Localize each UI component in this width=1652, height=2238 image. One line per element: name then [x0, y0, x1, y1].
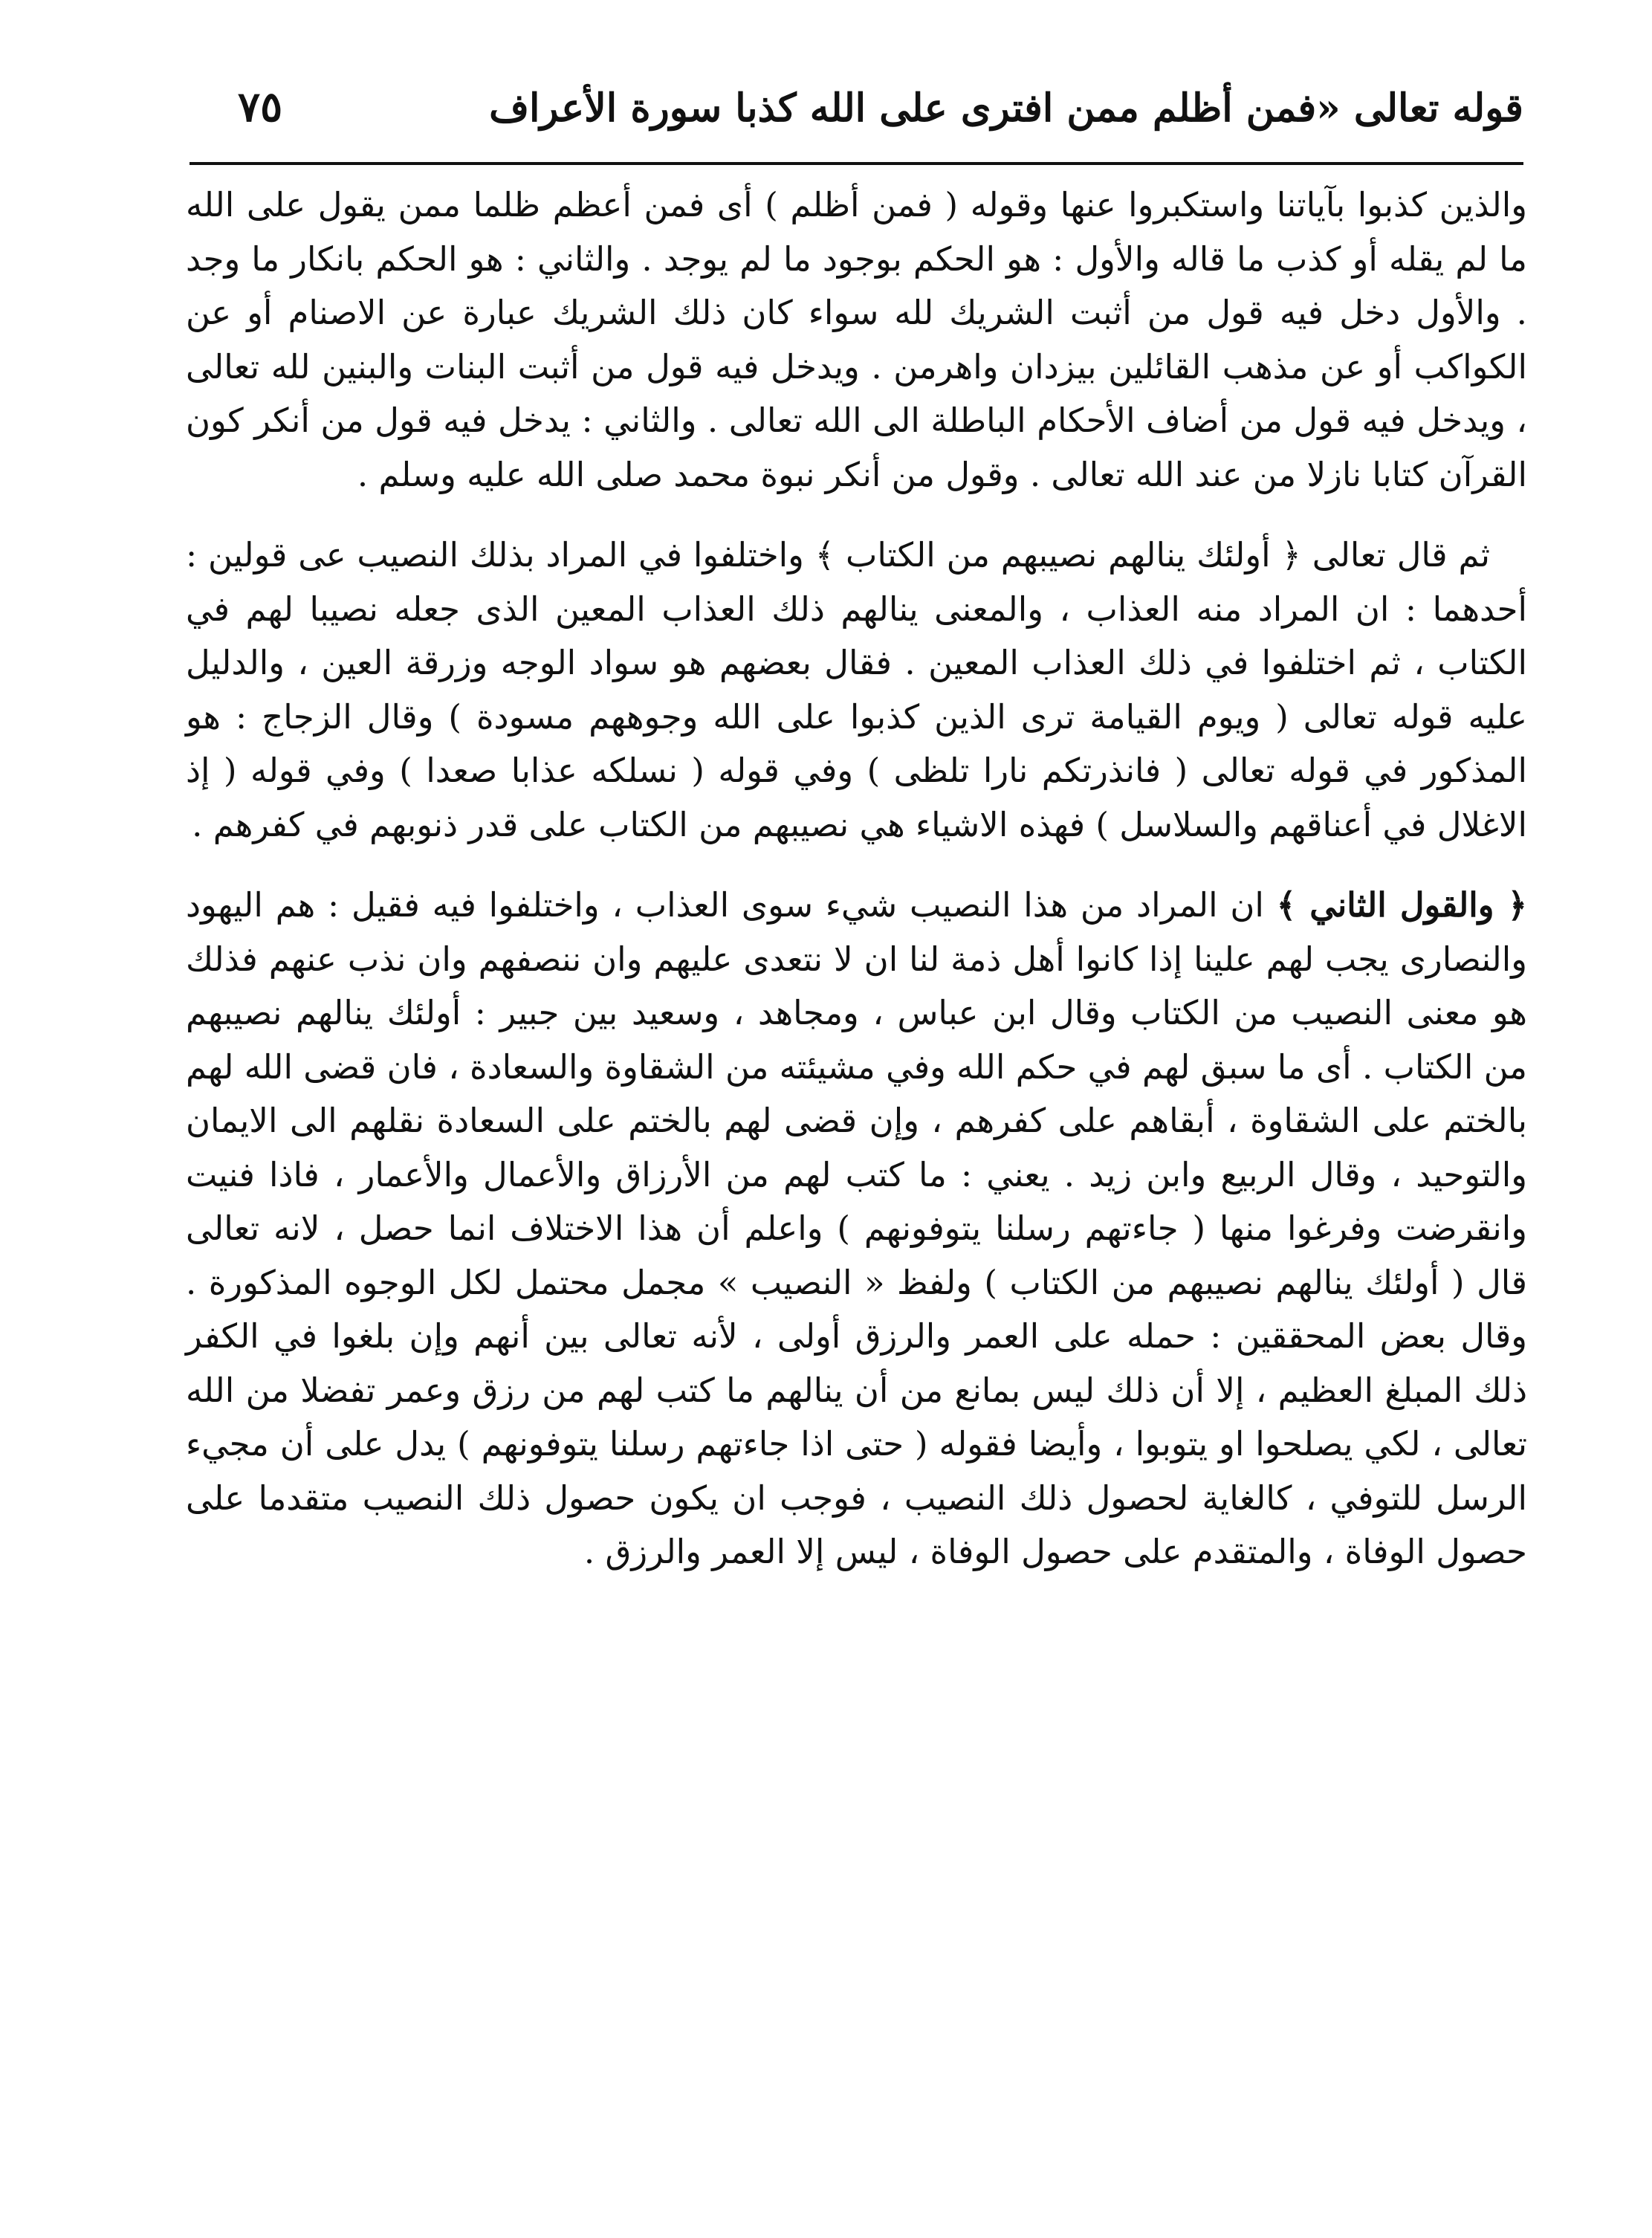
body-text — [186, 178, 1527, 1606]
paragraph-1: والذين كذبوا بآياتنا واستكبروا عنها وقوله ( فمن أظلم ) أى فمن أعظم ظلما ممن يقول على الله ما لم يقله أو كذب ما قاله والأول : هو الحكم بوجود ما لم يوجد . والثاني : هو الحكم بانكار ما وجد . والأول دخل فيه قول من أثبت الشريك لله سواء كان ذلك الشريك عبارة عن الاصنام أو عن الكواكب أو عن مذهب القائلين بيزدان واهرمن . ويدخل فيه قول من أثبت البنات والبنين لله تعالى ، ويدخل فيه قول من أضاف الأحكام الباطلة الى الله تعالى . والثاني : يدخل فيه قول من أنكر كون القرآن كتابا نازلا من عند الله تعالى . وقول من أنكر نبوة محمد صلى الله عليه وسلم . — [186, 185, 1527, 494]
page-number: ٧٥ — [238, 83, 283, 132]
paragraph-3 — [186, 879, 1527, 1579]
section-heading: ﴿ والقول الثاني ﴾ — [1276, 885, 1527, 925]
paragraph-3-text: ان المراد من هذا النصيب شيء سوى العذاب ، واختلفوا فيه فقيل : هم اليهود والنصارى يجب لهم علينا إذا كانوا أهل ذمة لنا ان لا نتعدى عليهم وان ننصفهم وان نذب عنهم فذلك هو معنى النصيب من الكتاب وقال ابن عباس ، ومجاهد ، وسعيد بين جبير : أولئك ينالهم نصيبهم من الكتاب . أى ما سبق لهم في حكم الله وفي مشيئته من الشقاوة والسعادة ، فان قضى الله لهم بالختم على الشقاوة ، أبقاهم على كفرهم ، وإن قضى لهم بالختم على السعادة نقلهم الى الايمان والتوحيد ، وقال الربيع وابن زيد . يعني : ما كتب لهم من الأرزاق والأعمال والأعمار ، فاذا فنيت وانقرضت وفرغوا منها ( جاءتهم رسلنا يتوفونهم ) واعلم أن هذا الاختلاف انما حصل ، لانه تعالى قال ( أولئك ينالهم نصيبهم من الكتاب ) ولفظ « النصيب » مجمل محتمل لكل الوجوه المذكورة . وقال بعض المحققين : حمله على العمر والرزق أولى ، لأنه تعالى بين أنهم وإن بلغوا في الكفر ذلك المبلغ العظيم ، إلا أن ذلك ليس بمانع من أن ينالهم ما كتب لهم من رزق وعمر تفضلا من الله تعالى ، لكي يصلحوا او يتوبوا ، وأيضا فقوله ( حتى اذا جاءتهم رسلنا يتوفونهم ) يدل على أن مجيء الرسل للتوفي ، كالغاية لحصول ذلك النصيب ، فوجب ان يكون حصول ذلك النصيب متقدما على حصول الوفاة ، والمتقدم على حصول الوفاة ، ليس إلا العمر والرزق . — [186, 885, 1527, 1571]
running-header — [190, 78, 1523, 152]
header-divider — [190, 162, 1523, 165]
paragraph-2: ثم قال تعالى ﴿ أولئك ينالهم نصيبهم من الكتاب ﴾ واختلفوا في المراد بذلك النصيب عى قولين : أحدهما : ان المراد منه العذاب ، والمعنى ينالهم ذلك العذاب المعين الذى جعله نصيبا لهم في الكتاب ، ثم اختلفوا في ذلك العذاب المعين . فقال بعضهم هو سواد الوجه وزرقة العين ، والدليل عليه قوله تعالى ( ويوم القيامة ترى الذين كذبوا على الله وجوههم مسودة ) وقال الزجاج : هو المذكور في قوله تعالى ( فانذرتكم نارا تلظى ) وفي قوله ( نسلكه عذابا صعدا ) وفي قوله ( إذ الاغلال في أعناقهم والسلاسل ) فهذه الاشياء هي نصيبهم من الكتاب على قدر ذنوبهم في كفرهم . — [186, 535, 1527, 844]
header-title: قوله تعالى «فمن أظلم ممن افترى على الله كذبا سورة الأعراف — [489, 85, 1523, 131]
